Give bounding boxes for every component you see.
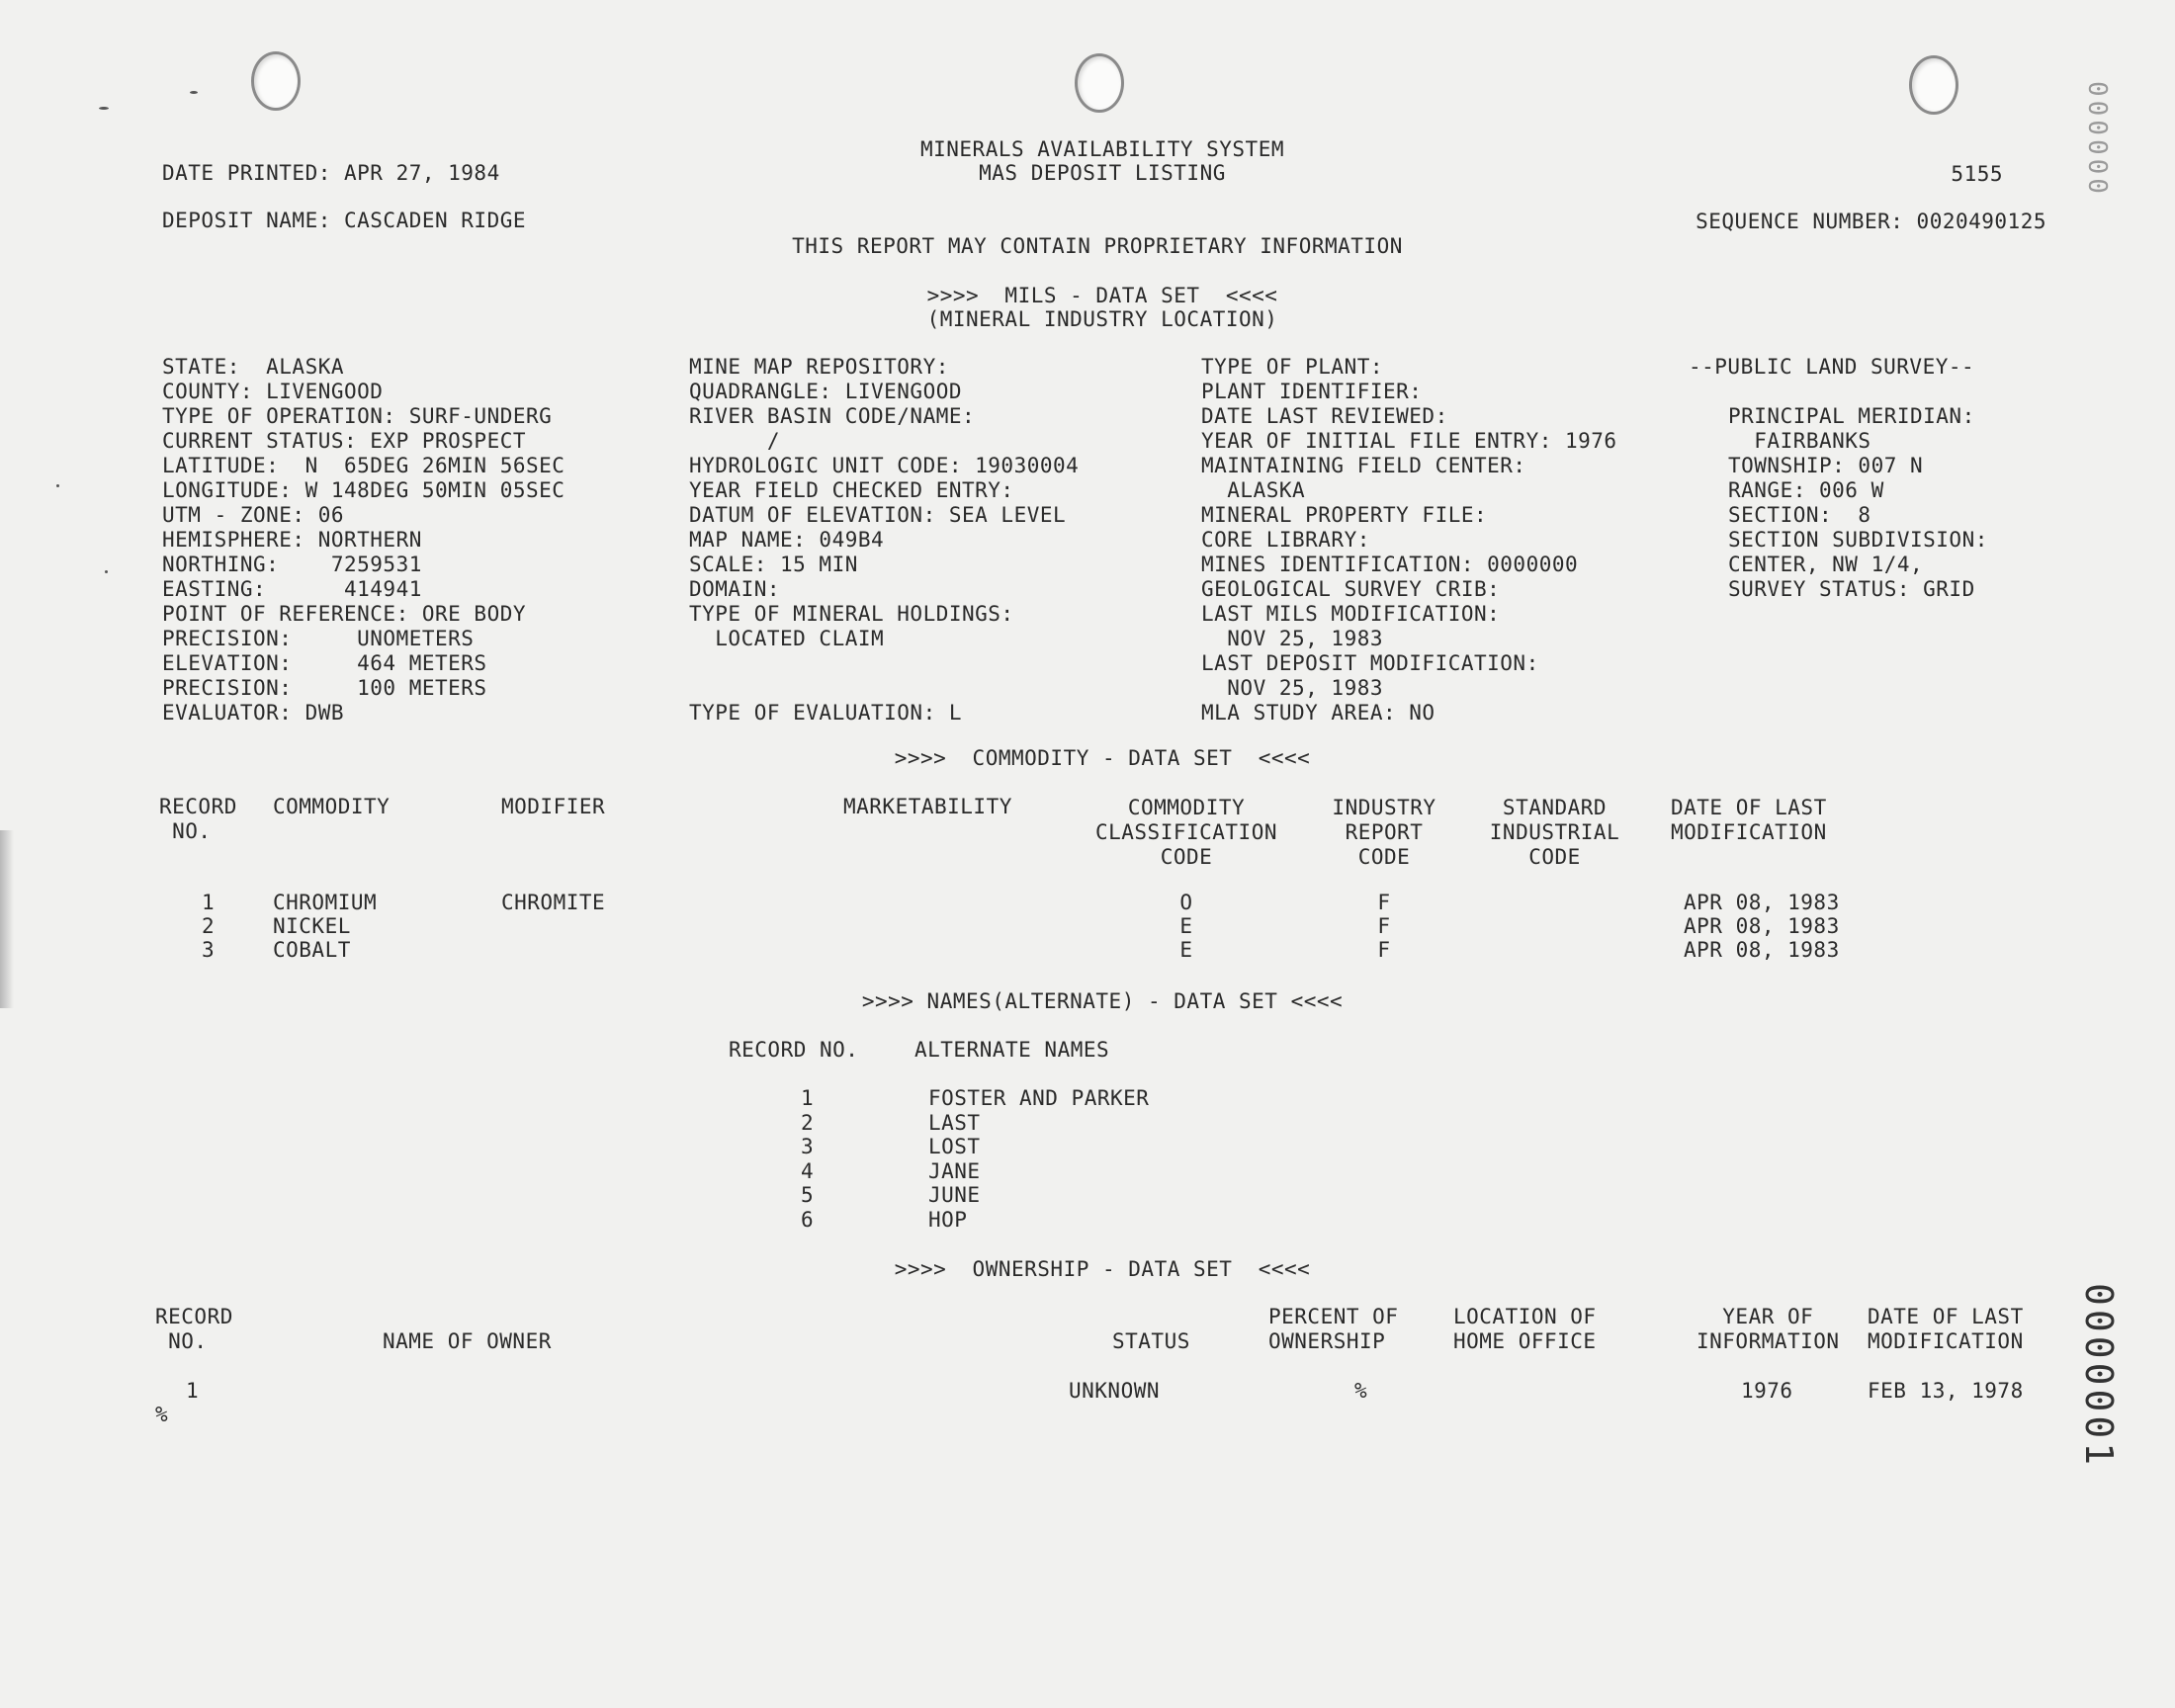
mils-field: NORTHING: 7259531 [162,553,422,576]
ownership-footnote: % [155,1403,169,1426]
mils-heading: >>>> MILS - DATA SET <<<< [926,284,1278,307]
commodity-name: CHROMIUM [273,891,378,914]
mils-field: MLA STUDY AREA: NO [1201,701,1436,725]
alternate-name: LAST [928,1110,981,1135]
public-land-survey [1689,355,1988,602]
ownership-header-date: DATE OF LAST MODIFICATION [1868,1305,2024,1353]
mils-field: FAIRBANKS [1728,429,1871,453]
mils-field [1728,380,1988,404]
mils-field: MAP NAME: 049B4 [689,528,885,552]
record-no: 5 [801,1183,815,1207]
mils-field: TOWNSHIP: 007 N [1728,454,1924,477]
mils-field: POINT OF REFERENCE: ORE BODY [162,602,527,626]
mils-subheading: (MINERAL INDUSTRY LOCATION) [926,307,1278,331]
mils-field: MINERAL PROPERTY FILE: [1201,503,1488,527]
mils-field: PLANT IDENTIFIER: [1201,380,1423,403]
scan-fleck [105,570,108,573]
mils-field: UTM - ZONE: 06 [162,503,345,527]
commodity-heading: >>>> COMMODITY - DATA SET <<<< [894,746,1311,770]
mils-field: LAST MILS MODIFICATION: [1201,602,1501,626]
record-no: 1 [186,1379,200,1403]
mils-field: TYPE OF PLANT: [1201,355,1384,379]
names-header-record-no: RECORD NO. [729,1038,859,1062]
commodity-header-industry: INDUSTRY REPORT CODE [1332,796,1436,869]
mils-field: COUNTY: LIVENGOOD [162,380,384,403]
deposit-name: DEPOSIT NAME: CASCADEN RIDGE [162,209,527,232]
commodity-header-classification: COMMODITY CLASSIFICATION CODE [1094,796,1277,869]
proprietary-notice: THIS REPORT MAY CONTAIN PROPRIETARY INFORMATION [792,234,1403,258]
scan-fleck [99,107,109,110]
mils-field: / [689,429,781,453]
record-no: 2 [202,914,216,938]
record-no: 3 [801,1135,815,1158]
sequence-number: SEQUENCE NUMBER: 0020490125 [1696,210,2046,233]
punch-hole-center [1075,53,1124,113]
record-no: 1 [801,1086,815,1110]
modification-date: APR 08, 1983 [1684,914,1840,938]
commodity-header-record-no: RECORD NO. [159,795,237,843]
mils-field: DATUM OF ELEVATION: SEA LEVEL [689,503,1067,527]
mils-field: CURRENT STATUS: EXP PROSPECT [162,429,527,453]
mils-column-maps [689,355,1079,726]
classification-code: E [1179,914,1193,938]
classification-code: O [1179,891,1193,914]
mils-field: SECTION: 8 [1728,503,1871,527]
modification-date: APR 08, 1983 [1684,938,1840,962]
alternate-name: JUNE [928,1183,981,1207]
mils-field: DOMAIN: [689,577,781,601]
ownership-header-name: NAME OF OWNER [383,1329,552,1353]
margin-stamp-top: 000000 [2082,81,2112,198]
mils-field: GEOLOGICAL SURVEY CRIB: [1201,577,1501,601]
mils-field: TYPE OF MINERAL HOLDINGS: [689,602,1014,626]
mils-field: NOV 25, 1983 [1201,627,1384,650]
record-no: 3 [202,938,216,962]
mils-column-admin [1201,355,1617,726]
mils-field: TYPE OF EVALUATION: L [689,701,963,725]
industry-code: F [1377,891,1391,914]
mils-column-location [162,355,565,726]
record-no: 1 [202,891,216,914]
mils-field: NOV 25, 1983 [1201,676,1384,700]
mils-field: ELEVATION: 464 METERS [162,651,487,675]
punch-hole-left [251,51,301,111]
mils-field: LATITUDE: N 65DEG 26MIN 56SEC [162,454,566,477]
information-year: 1976 [1741,1379,1793,1403]
record-no: 4 [801,1158,815,1183]
mils-field: ALASKA [1201,478,1306,502]
mils-field [689,676,1079,701]
alternate-name: FOSTER AND PARKER [928,1086,1150,1110]
ownership-header-record-no: RECORD NO. [155,1305,233,1353]
mils-field: LAST DEPOSIT MODIFICATION: [1201,651,1539,675]
record-no: 6 [801,1207,815,1232]
mils-field: QUADRANGLE: LIVENGOOD [689,380,963,403]
mils-field: DATE LAST REVIEWED: [1201,404,1448,428]
mils-field: YEAR FIELD CHECKED ENTRY: [689,478,1014,502]
public-land-survey-heading: --PUBLIC LAND SURVEY-- [1689,355,1975,379]
commodity-modifier: CHROMITE [501,891,606,914]
mils-field: SCALE: 15 MIN [689,553,858,576]
ownership-header-status: STATUS [1112,1329,1190,1353]
mils-field: LOCATED CLAIM [689,627,885,650]
margin-stamp-bottom: 0000001 [2077,1283,2121,1470]
mils-field: HYDROLOGIC UNIT CODE: 19030004 [689,454,1080,477]
ownership-header-location: LOCATION OF HOME OFFICE [1453,1305,1597,1353]
mils-field: CORE LIBRARY: [1201,528,1370,552]
scan-streak [0,830,14,1008]
commodity-header-date: DATE OF LAST MODIFICATION [1671,796,1827,844]
mils-field: SURVEY STATUS: GRID [1728,577,1975,601]
commodity-name: COBALT [273,938,351,962]
mils-field [689,651,1079,676]
page-number: 5155 [1951,162,2003,186]
commodity-header-modifier: MODIFIER [501,795,606,818]
mils-field: SECTION SUBDIVISION: [1728,528,1988,552]
mils-field: YEAR OF INITIAL FILE ENTRY: 1976 [1201,429,1617,453]
ownership-heading: >>>> OWNERSHIP - DATA SET <<<< [894,1257,1311,1281]
mils-field: LONGITUDE: W 148DEG 50MIN 05SEC [162,478,566,502]
mils-field: CENTER, NW 1/4, [1728,553,1924,576]
listing-title: MAS DEPOSIT LISTING [979,161,1226,185]
mils-field: STATE: ALASKA [162,355,345,379]
scan-fleck [56,484,59,487]
mils-field: TYPE OF OPERATION: SURF-UNDERG [162,404,553,428]
mils-field: MAINTAINING FIELD CENTER: [1201,454,1526,477]
industry-code: F [1377,938,1391,962]
date-printed: DATE PRINTED: APR 27, 1984 [162,161,500,185]
modification-date: APR 08, 1983 [1684,891,1840,914]
commodity-header-commodity: COMMODITY [273,795,391,818]
names-heading: >>>> NAMES(ALTERNATE) - DATA SET <<<< [861,989,1344,1013]
mils-field: EASTING: 414941 [162,577,422,601]
mils-field: PRINCIPAL MERIDIAN: [1728,404,1975,428]
owner-status: UNKNOWN [1069,1379,1161,1403]
alternate-name: HOP [928,1207,968,1232]
mils-field: RIVER BASIN CODE/NAME: [689,404,976,428]
classification-code: E [1179,938,1193,962]
record-no: 2 [801,1110,815,1135]
scan-fleck [190,91,198,94]
table-row [0,1379,2175,1404]
system-title: MINERALS AVAILABILITY SYSTEM [919,137,1284,161]
commodity-name: NICKEL [273,914,351,938]
alternate-name: LOST [928,1135,981,1158]
mils-field: PRECISION: 100 METERS [162,676,487,700]
ownership-percent: % [1354,1379,1368,1403]
mils-field: PRECISION: UNOMETERS [162,627,475,650]
ownership-header-year: YEAR OF INFORMATION [1696,1305,1840,1353]
names-header-alternate: ALTERNATE NAMES [914,1038,1110,1062]
commodity-header-marketability: MARKETABILITY [843,795,1012,818]
mils-field: MINE MAP REPOSITORY: [689,355,949,379]
industry-code: F [1377,914,1391,938]
punch-hole-right [1909,55,1958,115]
mils-field: HEMISPHERE: NORTHERN [162,528,422,552]
ownership-header-percent: PERCENT OF OWNERSHIP [1268,1305,1399,1353]
mils-field: MINES IDENTIFICATION: 0000000 [1201,553,1579,576]
mils-field: RANGE: 006 W [1728,478,1884,502]
mils-field: EVALUATOR: DWB [162,701,345,725]
modification-date: FEB 13, 1978 [1868,1379,2024,1403]
commodity-header-standard: STANDARD INDUSTRIAL CODE [1489,796,1620,869]
alternate-name: JANE [928,1158,981,1183]
